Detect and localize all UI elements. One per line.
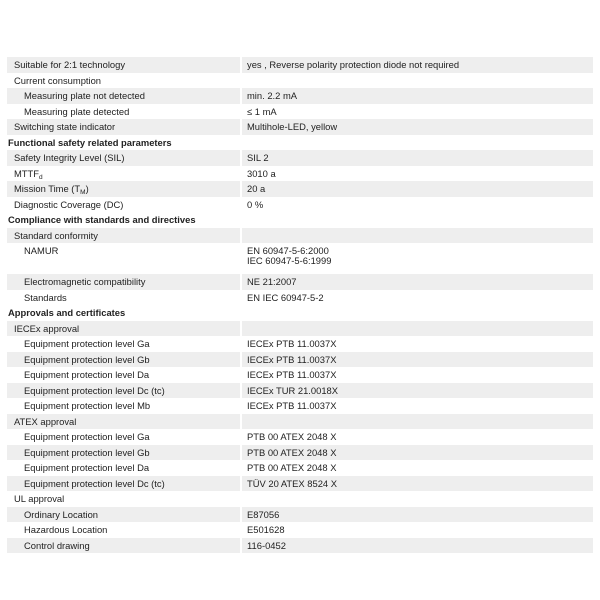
row-value-text: IECEx PTB 11.0037X: [247, 400, 337, 411]
row-label: [7, 476, 240, 492]
row-value: [242, 150, 593, 166]
section-heading-label: Compliance with standards and directives: [7, 212, 591, 228]
row-label-text: Equipment protection level Dc (tc): [24, 384, 165, 396]
row-value-text: IECEx PTB 11.0037X: [247, 353, 337, 365]
row-label-text: Standards: [24, 291, 67, 303]
row-value-text-2: IEC 60947-5-6:1999: [247, 255, 332, 266]
row-value: [242, 460, 593, 476]
table-row: [7, 429, 593, 445]
row-label: [7, 228, 240, 244]
row-label: [7, 491, 240, 507]
row-value: [242, 491, 593, 507]
table-row: [7, 538, 593, 554]
row-label: [7, 290, 240, 306]
table-row: [7, 228, 593, 244]
row-label-text: Equipment protection level Ga: [24, 338, 150, 349]
row-label-text: Electromagnetic compatibility: [24, 276, 146, 287]
section-heading: [7, 135, 593, 151]
table-row: [7, 398, 593, 414]
row-label-text: IECEx approval: [14, 322, 80, 334]
row-label: [7, 274, 240, 290]
row-value-text: EN IEC 60947-5-2: [247, 291, 324, 303]
row-label-subscript: d: [39, 173, 43, 181]
row-value-text: PTB 00 ATEX 2048 X: [247, 446, 337, 458]
row-label: [7, 398, 240, 414]
row-value: [242, 181, 593, 197]
row-value: [242, 383, 593, 399]
row-label-text: Equipment protection level Da: [24, 462, 150, 473]
row-value-text: E501628: [247, 524, 285, 535]
row-value: [242, 352, 593, 368]
table-row: [7, 243, 593, 274]
row-label: [7, 243, 240, 274]
table-row: [7, 352, 593, 368]
row-label: [7, 73, 240, 89]
section-heading-label: Functional safety related parameters: [7, 135, 591, 151]
table-row: [7, 290, 593, 306]
row-value: [242, 119, 593, 135]
row-label: [7, 336, 240, 352]
row-value: [242, 290, 593, 306]
row-value-text: Multihole-LED, yellow: [247, 121, 338, 132]
row-value-text: min. 2.2 mA: [247, 90, 298, 101]
row-label-text: Diagnostic Coverage (DC): [14, 198, 124, 210]
table-row: [7, 57, 593, 73]
row-label: [7, 445, 240, 461]
row-label: [7, 57, 240, 73]
row-label: [7, 166, 240, 182]
row-label-text: Standard conformity: [14, 229, 98, 241]
section-heading: [7, 305, 593, 321]
table-row: [7, 181, 593, 197]
row-value-text: 0 %: [247, 198, 264, 210]
row-label: [7, 119, 240, 135]
row-label-text: Control drawing: [24, 539, 90, 551]
row-label-text: Equipment protection level Ga: [24, 431, 150, 442]
table-row: [7, 104, 593, 120]
row-value-text: IECEx PTB 11.0037X: [247, 338, 337, 349]
row-value: [242, 274, 593, 290]
table-row: [7, 88, 593, 104]
row-label: [7, 181, 240, 197]
row-label-text: Mission Time (T: [14, 183, 81, 194]
row-label: [7, 150, 240, 166]
row-label: [7, 352, 240, 368]
row-value: [242, 73, 593, 89]
table-row: [7, 507, 593, 523]
row-label: [7, 104, 240, 120]
row-label: [7, 321, 240, 337]
row-value: [242, 367, 593, 383]
row-value: [242, 104, 593, 120]
table-row: [7, 367, 593, 383]
row-value-text: NE 21:2007: [247, 276, 297, 287]
section-heading-label: Approvals and certificates: [7, 305, 591, 321]
row-label-text: MTTF: [14, 167, 39, 179]
row-label: [7, 460, 240, 476]
table-row: [7, 414, 593, 430]
row-value: [242, 476, 593, 492]
row-label: [7, 88, 240, 104]
row-label: [7, 383, 240, 399]
table-row: [7, 476, 593, 492]
row-value: [242, 197, 593, 213]
row-label-text: ATEX approval: [14, 415, 77, 427]
row-value: [242, 507, 593, 523]
table-row: [7, 336, 593, 352]
row-label-text: Suitable for 2:1 technology: [14, 59, 126, 70]
row-value: [242, 228, 593, 244]
row-value: [242, 88, 593, 104]
row-label-text: Equipment protection level Dc (tc): [24, 477, 165, 489]
row-label-text: Measuring plate detected: [24, 105, 130, 117]
table-row: [7, 321, 593, 337]
row-value-text: PTB 00 ATEX 2048 X: [247, 462, 337, 473]
row-value-text: PTB 00 ATEX 2048 X: [247, 431, 337, 442]
row-label-text: Measuring plate not detected: [24, 90, 145, 101]
row-label-text: Equipment protection level Mb: [24, 400, 151, 411]
table-row: [7, 166, 593, 182]
table-row: [7, 460, 593, 476]
row-value: [242, 398, 593, 414]
table-row: [7, 274, 593, 290]
row-label-text: Safety Integrity Level (SIL): [14, 152, 125, 163]
row-value-text: SIL 2: [247, 152, 269, 163]
row-value: [242, 57, 593, 73]
row-label-text: UL approval: [14, 493, 65, 504]
row-label: [7, 367, 240, 383]
row-label: [7, 414, 240, 430]
row-label: [7, 522, 240, 538]
row-value-text: IECEx PTB 11.0037X: [247, 369, 337, 380]
row-value: [242, 336, 593, 352]
table-row: [7, 383, 593, 399]
row-label: [7, 538, 240, 554]
row-label-text: Equipment protection level Gb: [24, 446, 150, 458]
row-label-suffix: ): [85, 183, 89, 194]
row-label-text: Hazardous Location: [24, 524, 108, 535]
row-label-text: Equipment protection level Da: [24, 369, 150, 380]
row-label-text: Switching state indicator: [14, 121, 116, 132]
table-row: [7, 445, 593, 461]
row-value-text: 116-0452: [247, 539, 286, 551]
row-label-text: NAMUR: [24, 245, 59, 256]
row-value-text: IECEx TUR 21.0018X: [247, 384, 339, 396]
row-value: [242, 538, 593, 554]
row-value: [242, 243, 593, 274]
row-value: [242, 445, 593, 461]
table-row: [7, 73, 593, 89]
row-value-text: TÜV 20 ATEX 8524 X: [247, 477, 337, 489]
section-heading: [7, 212, 593, 228]
row-value: [242, 166, 593, 182]
row-label: [7, 429, 240, 445]
row-label: [7, 507, 240, 523]
datasheet-table: [7, 57, 593, 553]
table-row: [7, 197, 593, 213]
row-value-text: ≤ 1 mA: [247, 105, 277, 117]
row-label-subscript: M: [80, 189, 86, 196]
row-value-text: E87056: [247, 508, 280, 520]
row-label-text: Equipment protection level Gb: [24, 353, 150, 365]
row-value: [242, 522, 593, 538]
row-label-text: Ordinary Location: [24, 508, 98, 520]
row-value-text: 3010 a: [247, 167, 276, 179]
table-row: [7, 150, 593, 166]
row-value: [242, 414, 593, 430]
table-row: [7, 119, 593, 135]
table-row: [7, 522, 593, 538]
row-value: [242, 429, 593, 445]
row-value: [242, 321, 593, 337]
row-value-text: 20 a: [247, 183, 266, 194]
row-label: [7, 197, 240, 213]
table-row: [7, 491, 593, 507]
row-value-text: EN 60947-5-6:2000: [247, 245, 329, 256]
row-label-text: Current consumption: [14, 74, 102, 86]
row-value-text: yes , Reverse polarity protection diode not required: [247, 59, 460, 70]
